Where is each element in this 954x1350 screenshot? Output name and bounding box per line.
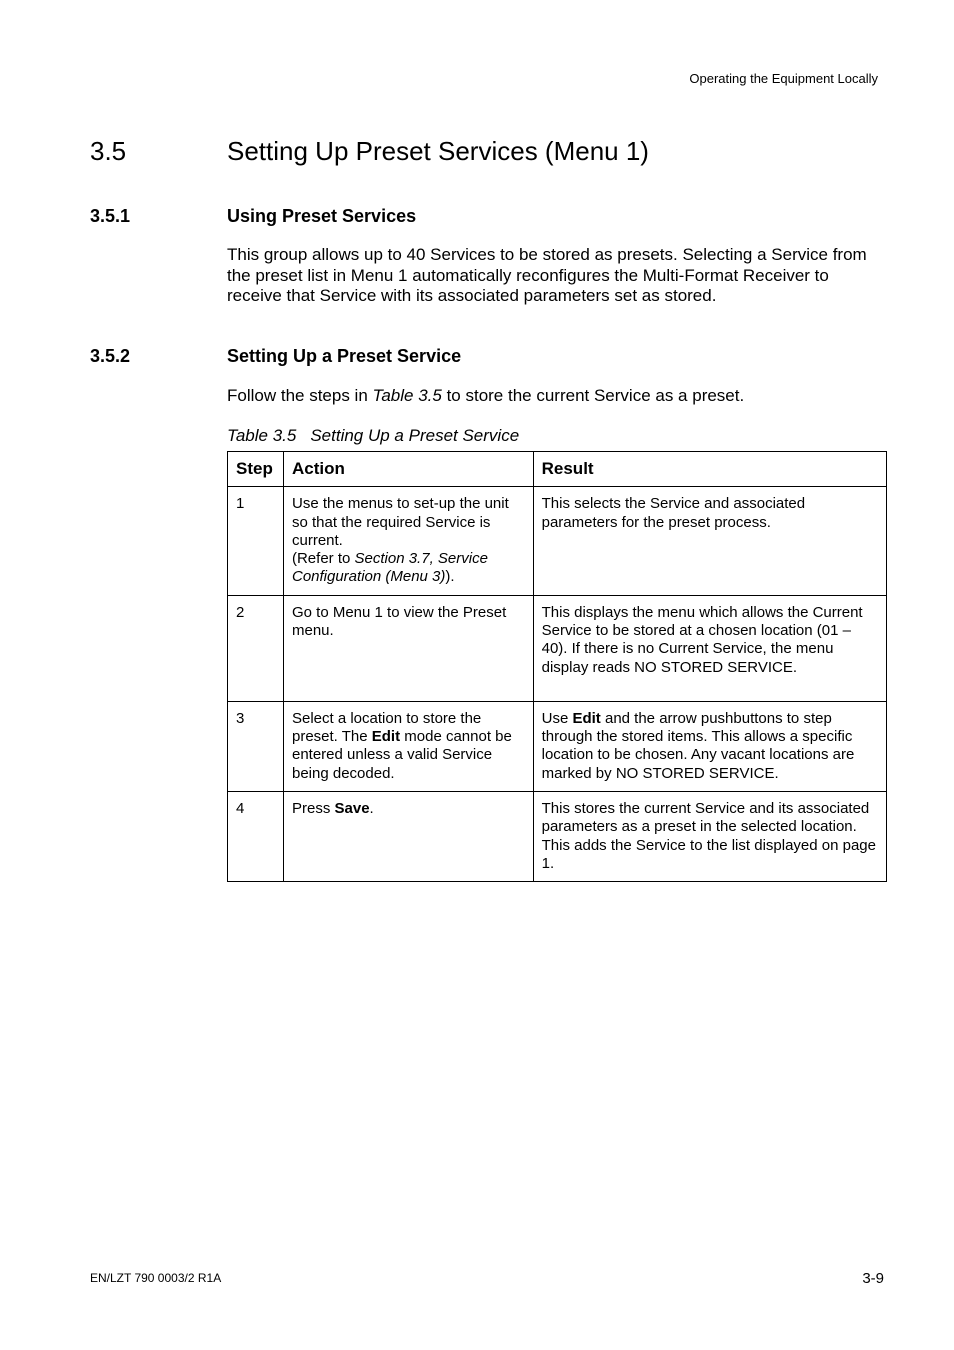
column-header-action: Action xyxy=(283,452,533,487)
page-number: 3-9 xyxy=(862,1270,884,1287)
result-cell: This stores the current Service and its associated parameters as a preset in the selected location. This adds the Service to the list displayed on page 1. xyxy=(533,791,886,881)
action-text-pre: Press xyxy=(291,799,335,817)
table-row xyxy=(228,791,887,881)
action-ref-close: ). xyxy=(445,568,455,586)
table-caption xyxy=(227,426,519,446)
table-row xyxy=(228,701,887,791)
action-cell xyxy=(283,487,533,595)
action-cell xyxy=(283,791,533,881)
section-reference: Section 3.7, Service Configuration (Menu 3) xyxy=(291,550,488,586)
column-header-step: Step xyxy=(228,452,284,487)
result-cell xyxy=(533,701,886,791)
subsection-body: This group allows up to 40 Services to be stored as presets. Selecting a Service from the preset list in Menu 1 automatically reconfigures the Multi-Format Receiver to receive that Service with its associated parameters set as stored. xyxy=(227,245,867,305)
action-cell xyxy=(283,701,533,791)
column-header-result: Result xyxy=(533,452,886,487)
save-keyword: Save xyxy=(334,799,370,817)
section-title: Setting Up Preset Services (Menu 1) xyxy=(227,136,649,166)
subsection-number: 3.5.1 xyxy=(90,206,131,226)
step-cell: 2 xyxy=(228,595,284,701)
result-text-pre: Use xyxy=(541,709,573,727)
action-text-pre: Select a location to store the preset. The xyxy=(291,709,482,746)
running-header: Operating the Equipment Locally xyxy=(689,71,878,86)
document-reference: EN/LZT 790 0003/2 R1A xyxy=(90,1271,222,1285)
table-caption-label: Table 3.5 xyxy=(227,426,297,445)
table-caption-title: Setting Up a Preset Service xyxy=(310,426,520,445)
step-cell: 3 xyxy=(228,701,284,791)
subsection-title: Using Preset Services xyxy=(227,206,417,226)
subsection-body xyxy=(227,386,887,407)
step-cell: 4 xyxy=(228,791,284,881)
result-text-post: and the arrow pushbuttons to step through the stored items. This allows a specific location to be chosen. Any vacant locations are marked by NO STORED SERVICE. xyxy=(541,709,855,782)
table-header-row xyxy=(228,452,887,487)
body-text-after: to store the current Service as a preset. xyxy=(441,386,745,405)
result-cell: This displays the menu which allows the Current Service to be stored at a chosen location (01 – 40). If there is no Current Service, the menu display reads NO STORED SERVICE. xyxy=(533,595,886,701)
action-text-post: . xyxy=(369,799,374,817)
action-cell: Go to Menu 1 to view the Preset menu. xyxy=(283,595,533,701)
section-number: 3.5 xyxy=(90,136,127,166)
table-reference-link: Table 3.5 xyxy=(372,386,442,405)
result-cell: This selects the Service and associated parameters for the preset process. xyxy=(533,487,886,595)
step-cell: 1 xyxy=(228,487,284,595)
table-row xyxy=(228,595,887,701)
steps-table xyxy=(227,451,887,882)
body-text-before: Follow the steps in xyxy=(227,386,373,405)
action-text: Use the menus to set-up the unit so that the required Service is current. xyxy=(291,495,509,549)
subsection-number: 3.5.2 xyxy=(90,346,131,366)
table-row xyxy=(228,487,887,595)
edit-keyword: Edit xyxy=(371,728,401,746)
subsection-title: Setting Up a Preset Service xyxy=(227,346,462,366)
action-text-post: mode cannot be entered unless a valid Service being decoded. xyxy=(291,728,512,782)
action-ref-open: (Refer to xyxy=(291,550,355,568)
edit-keyword: Edit xyxy=(572,709,601,727)
